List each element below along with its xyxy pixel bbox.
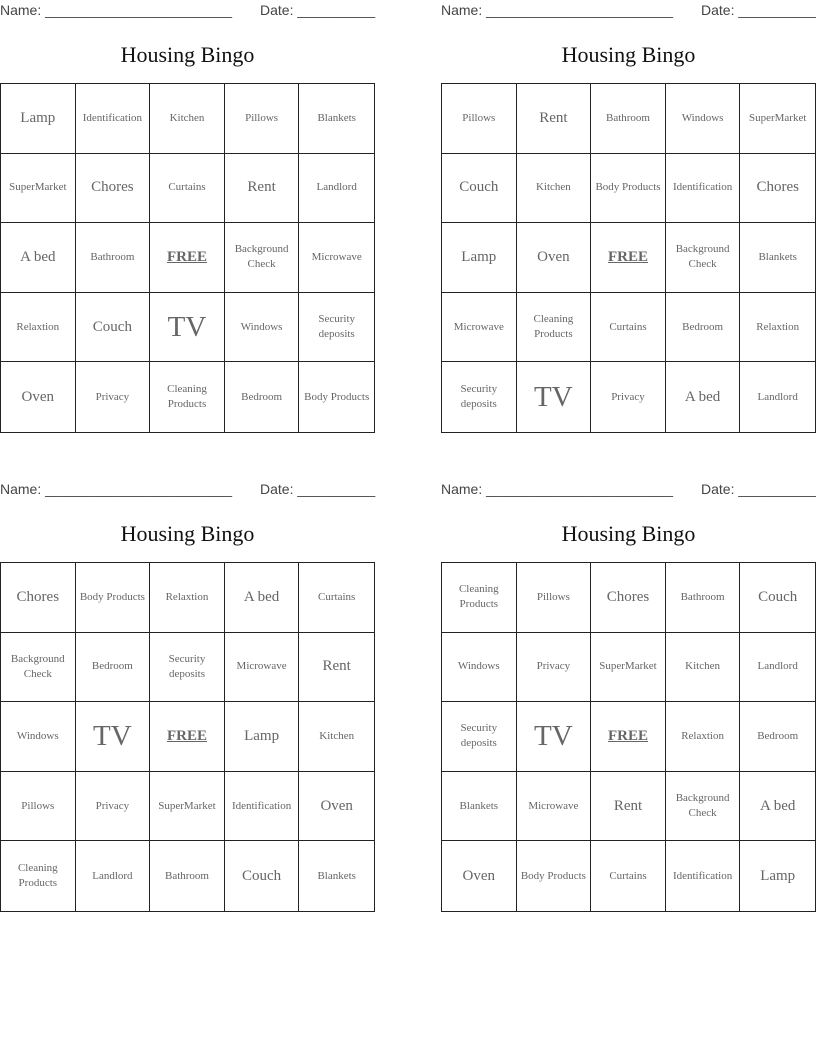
bingo-cell: Windows (225, 293, 300, 363)
bingo-cell: SuperMarket (1, 154, 76, 224)
bingo-cell: Couch (740, 563, 815, 633)
bingo-cell: Bedroom (225, 362, 300, 432)
bingo-cell: Bedroom (740, 702, 815, 772)
bingo-cell: Oven (442, 841, 517, 911)
bingo-cell: Blankets (317, 869, 356, 882)
bingo-grid (441, 562, 816, 912)
bingo-cell: Pillows (442, 84, 517, 154)
bingo-cell: Rent (225, 154, 300, 224)
bingo-cell: Background Check (666, 772, 741, 842)
bingo-cell: TV (150, 293, 225, 363)
bingo-cell: Identification (666, 154, 741, 224)
card-title: Housing Bingo (561, 521, 696, 546)
bingo-cell: Body Products (304, 390, 370, 403)
card-header (441, 0, 816, 22)
bingo-cell: A bed (1, 223, 76, 293)
bingo-cell: A bed (740, 772, 815, 842)
bingo-cell: Landlord (299, 154, 374, 224)
bingo-cell: A bed (666, 362, 741, 432)
bingo-cell: Privacy (591, 362, 666, 432)
bingo-cell: Bathroom (591, 84, 666, 154)
bingo-cell: TV (517, 362, 592, 432)
bingo-cell: Lamp (442, 223, 517, 293)
bingo-cell: Kitchen (150, 84, 225, 154)
name-field-label: Name: ________________________ (441, 2, 673, 18)
bingo-cell: Blankets (442, 772, 517, 842)
bingo-cell: Curtains (150, 154, 225, 224)
bingo-cell: Windows (666, 84, 741, 154)
bingo-cell: Lamp (760, 867, 796, 884)
bingo-cell: SuperMarket (150, 772, 225, 842)
date-field-label: Date: __________ (701, 481, 816, 497)
free-space-cell: FREE (591, 702, 666, 772)
bingo-cell: Microwave (517, 772, 592, 842)
bingo-cell: Curtains (299, 563, 374, 633)
card-title: Housing Bingo (561, 42, 696, 67)
bingo-cell: Bathroom (150, 841, 225, 911)
bingo-cell: Couch (225, 841, 300, 911)
bingo-cell: Security deposits (442, 702, 517, 772)
bingo-cell: Relaxtion (666, 702, 741, 772)
name-field-label: Name: ________________________ (441, 481, 673, 497)
bingo-cell: Body Products (517, 841, 592, 911)
bingo-cell: Relaxtion (740, 293, 815, 363)
bingo-cell: Pillows (1, 772, 76, 842)
bingo-cell: Cleaning Products (150, 362, 225, 432)
bingo-cell: SuperMarket (591, 633, 666, 703)
free-space-cell: FREE (150, 223, 225, 293)
bingo-cell: Microwave (442, 293, 517, 363)
bingo-cell: Security deposits (150, 633, 225, 703)
bingo-cell: Chores (1, 563, 76, 633)
bingo-cell: Oven (1, 362, 76, 432)
card-header (441, 479, 816, 501)
bingo-card-4 (441, 479, 816, 919)
name-field-label: Name: ________________________ (0, 2, 232, 18)
bingo-cell: Body Products (591, 154, 666, 224)
bingo-cell: Couch (442, 154, 517, 224)
free-space-cell: FREE (150, 702, 225, 772)
bingo-cell: Pillows (517, 563, 592, 633)
bingo-grid (441, 83, 816, 433)
bingo-cell: Curtains (591, 293, 666, 363)
bingo-cell: Oven (299, 772, 374, 842)
card-header (0, 479, 375, 501)
bingo-cell: Privacy (76, 362, 151, 432)
date-field-label: Date: __________ (260, 481, 376, 497)
bingo-cell: Background Check (225, 223, 300, 293)
bingo-card-2 (441, 0, 816, 440)
bingo-cell: Kitchen (517, 154, 592, 224)
bingo-card-3 (0, 479, 375, 919)
bingo-cell: Chores (591, 563, 666, 633)
bingo-cell: TV (517, 702, 592, 772)
bingo-cell: Oven (517, 223, 592, 293)
bingo-cell: Body Products (76, 563, 151, 633)
bingo-cell: Windows (442, 633, 517, 703)
bingo-cell: Cleaning Products (517, 293, 592, 363)
bingo-cell: Pillows (225, 84, 300, 154)
bingo-cell: Security deposits (299, 293, 374, 363)
bingo-cell: Identification (225, 772, 300, 842)
bingo-cell: Kitchen (299, 702, 374, 772)
bingo-cell: Privacy (517, 633, 592, 703)
bingo-cell: Curtains (591, 841, 666, 911)
bingo-cell: Rent (517, 84, 592, 154)
bingo-cell: Background Check (666, 223, 741, 293)
bingo-grid (0, 562, 375, 912)
bingo-cell: Rent (299, 633, 374, 703)
bingo-cell: Chores (740, 154, 815, 224)
bingo-cell: Cleaning Products (1, 841, 76, 911)
bingo-cell: Landlord (757, 390, 798, 403)
bingo-cell: Relaxtion (150, 563, 225, 633)
bingo-cell: Lamp (225, 702, 300, 772)
bingo-cell: Landlord (76, 841, 151, 911)
bingo-cell: Security deposits (442, 362, 517, 432)
bingo-cell: Relaxtion (1, 293, 76, 363)
bingo-cell: SuperMarket (740, 84, 815, 154)
bingo-cell: Microwave (225, 633, 300, 703)
bingo-cell: Bedroom (666, 293, 741, 363)
bingo-cell: Microwave (299, 223, 374, 293)
bingo-cell: Landlord (740, 633, 815, 703)
bingo-cell: A bed (225, 563, 300, 633)
bingo-cell: Bathroom (76, 223, 151, 293)
card-title: Housing Bingo (120, 42, 255, 67)
bingo-cell: Cleaning Products (442, 563, 517, 633)
bingo-cell: Identification (666, 841, 741, 911)
bingo-cell: Couch (76, 293, 151, 363)
bingo-cell: Identification (76, 84, 151, 154)
bingo-cell: Rent (591, 772, 666, 842)
free-space-cell: FREE (591, 223, 666, 293)
bingo-cell: TV (76, 702, 151, 772)
bingo-cell: Privacy (76, 772, 151, 842)
card-header (0, 0, 375, 22)
bingo-cell: Kitchen (666, 633, 741, 703)
bingo-cell: Chores (76, 154, 151, 224)
date-field-label: Date: __________ (260, 2, 376, 18)
card-title: Housing Bingo (120, 521, 255, 546)
bingo-cell: Windows (1, 702, 76, 772)
bingo-card-1 (0, 0, 375, 440)
bingo-grid (0, 83, 375, 433)
date-field-label: Date: __________ (701, 2, 816, 18)
bingo-cell: Background Check (1, 633, 76, 703)
bingo-cell: Blankets (299, 84, 374, 154)
bingo-cell: Bathroom (666, 563, 741, 633)
name-field-label: Name: ________________________ (0, 481, 232, 497)
bingo-cell: Bedroom (76, 633, 151, 703)
bingo-cell: Lamp (1, 84, 76, 154)
bingo-cell: Blankets (740, 223, 815, 293)
